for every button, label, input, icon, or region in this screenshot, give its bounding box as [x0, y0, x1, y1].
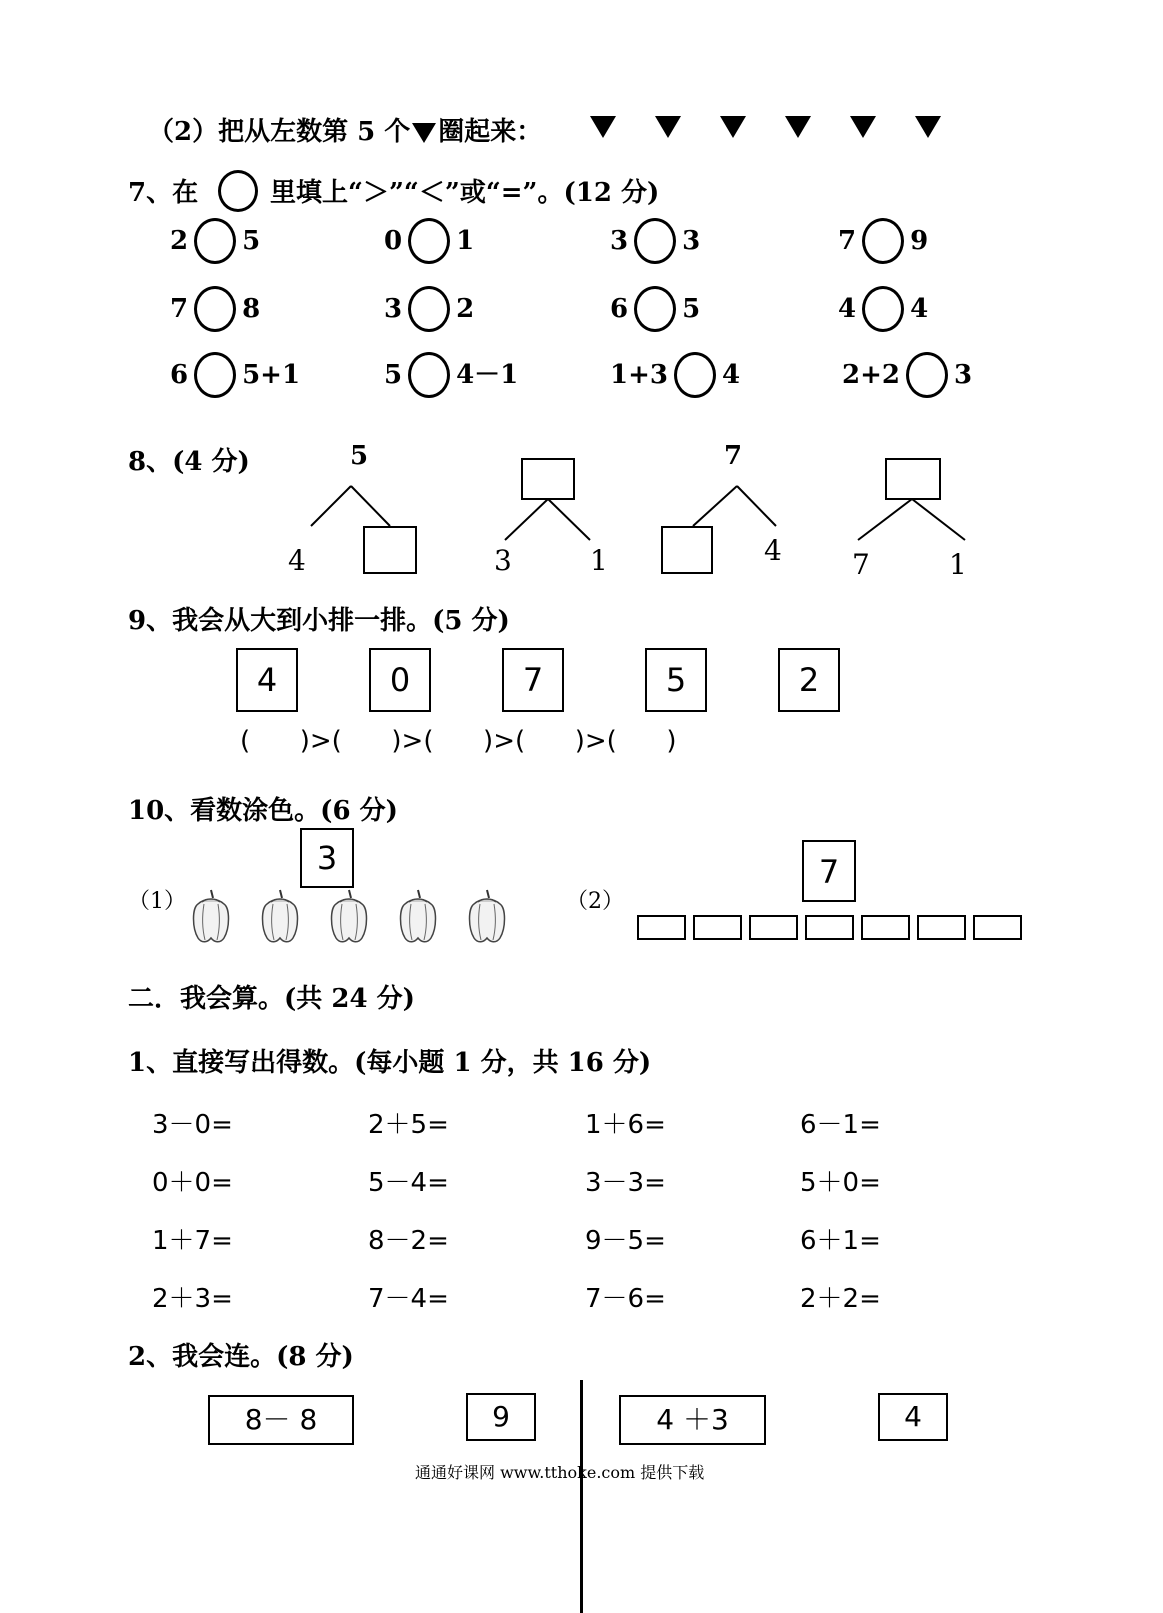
number-card: 3	[300, 828, 354, 888]
order-answer-line[interactable]: ( )>( )>( )>( )>( )	[240, 726, 677, 756]
number-card: 0	[369, 648, 431, 712]
part-label: （2）	[566, 889, 624, 914]
compare-item[interactable]: 7 9	[838, 216, 928, 266]
tree-branch	[311, 486, 351, 526]
tree-branch	[693, 486, 737, 526]
pepper-icon[interactable]	[466, 888, 508, 950]
answer-box[interactable]	[521, 458, 575, 500]
calc-item[interactable]: 8－2=	[368, 1226, 449, 1256]
compare-item[interactable]: 0 1	[384, 216, 474, 266]
compare-item[interactable]: 2+2 3	[842, 350, 972, 400]
color-box[interactable]	[805, 915, 854, 940]
answer-box[interactable]	[363, 526, 417, 574]
connect-title: 2、我会连。(8 分)	[128, 1342, 354, 1372]
pepper-icon[interactable]	[190, 888, 232, 950]
connect-box[interactable]: 8－ 8	[208, 1395, 354, 1445]
compare-item[interactable]: 4 4	[838, 284, 928, 334]
color-box[interactable]	[861, 915, 910, 940]
q6-2-label: （2）把从左数第 5 个 圈起来：	[148, 117, 543, 147]
q7-title: 7、在	[128, 178, 199, 208]
section-title: 二．我会算。(共 24 分)	[128, 984, 415, 1014]
tree-branch	[548, 499, 590, 540]
number-card: 7	[502, 648, 564, 712]
calc-item[interactable]: 2＋3=	[152, 1284, 233, 1314]
tree-branch	[858, 499, 912, 540]
footer-text: 通通好课网 www.tthoke.com 提供下载	[415, 1463, 705, 1482]
color-box[interactable]	[917, 915, 966, 940]
decomposition-trees	[0, 0, 1163, 600]
number-card: 2	[778, 648, 840, 712]
tree-left-number: 3	[494, 544, 512, 577]
q10-title: 10、看数涂色。(6 分)	[128, 796, 398, 826]
connect-box[interactable]: 4 ＋3	[619, 1395, 766, 1445]
compare-item[interactable]: 7 8	[170, 284, 260, 334]
part-label: （1）	[128, 889, 186, 914]
calc-item[interactable]: 1＋6=	[585, 1110, 666, 1140]
connect-box[interactable]: 9	[466, 1393, 536, 1441]
compare-item[interactable]: 1+3 4	[610, 350, 740, 400]
number-card: 7	[802, 840, 856, 902]
q9-title: 9、我会从大到小排一排。(5 分)	[128, 606, 510, 636]
compare-item[interactable]: 6 5	[610, 284, 700, 334]
compare-item[interactable]: 3 2	[384, 284, 474, 334]
tree-top-number: 5	[350, 441, 369, 471]
compare-item[interactable]: 6 5+1	[170, 350, 300, 400]
calc-item[interactable]: 7－6=	[585, 1284, 666, 1314]
number-card: 4	[236, 648, 298, 712]
tree-right-number: 1	[949, 548, 967, 581]
calc-item[interactable]: 2＋5=	[368, 1110, 449, 1140]
compare-item[interactable]: 2 5	[170, 216, 260, 266]
tree-branch	[912, 499, 965, 540]
tree-right-number: 4	[764, 534, 782, 567]
connect-box[interactable]: 4	[878, 1393, 948, 1441]
color-box[interactable]	[749, 915, 798, 940]
tree-left-number: 7	[852, 548, 870, 581]
calc-item[interactable]: 9－5=	[585, 1226, 666, 1256]
compare-item[interactable]: 5 4－1	[384, 350, 518, 400]
pepper-icon[interactable]	[328, 888, 370, 950]
answer-box[interactable]	[885, 458, 941, 500]
answer-box[interactable]	[661, 526, 713, 574]
calc-item[interactable]: 0＋0=	[152, 1168, 233, 1198]
calc-item[interactable]: 5＋0=	[800, 1168, 881, 1198]
tree-branch	[351, 486, 390, 526]
tree-left-number: 4	[288, 544, 306, 577]
tree-top-number: 7	[724, 441, 743, 471]
color-box[interactable]	[693, 915, 742, 940]
q8-title: 8、(4 分)	[128, 447, 250, 477]
calc-item[interactable]: 3－3=	[585, 1168, 666, 1198]
calc-item[interactable]: 5－4=	[368, 1168, 449, 1198]
tree-branch	[737, 486, 776, 526]
tree-branch	[505, 499, 548, 540]
calc-item[interactable]: 3－0=	[152, 1110, 233, 1140]
pepper-icon[interactable]	[259, 888, 301, 950]
number-card: 5	[645, 648, 707, 712]
compare-item[interactable]: 3 3	[610, 216, 700, 266]
tree-right-number: 1	[590, 544, 608, 577]
q7-title-suffix: 里填上“＞”“＜”或“=”。(12 分)	[270, 178, 660, 208]
color-box[interactable]	[973, 915, 1022, 940]
calc-item[interactable]: 2＋2=	[800, 1284, 881, 1314]
calc-item[interactable]: 6＋1=	[800, 1226, 881, 1256]
calc-item[interactable]: 1＋7=	[152, 1226, 233, 1256]
calc-item[interactable]: 7－4=	[368, 1284, 449, 1314]
calc-item[interactable]: 6－1=	[800, 1110, 881, 1140]
divider-line	[580, 1380, 583, 1613]
pepper-icon[interactable]	[397, 888, 439, 950]
calc-title: 1、直接写出得数。(每小题 1 分，共 16 分)	[128, 1048, 652, 1078]
color-box[interactable]	[637, 915, 686, 940]
